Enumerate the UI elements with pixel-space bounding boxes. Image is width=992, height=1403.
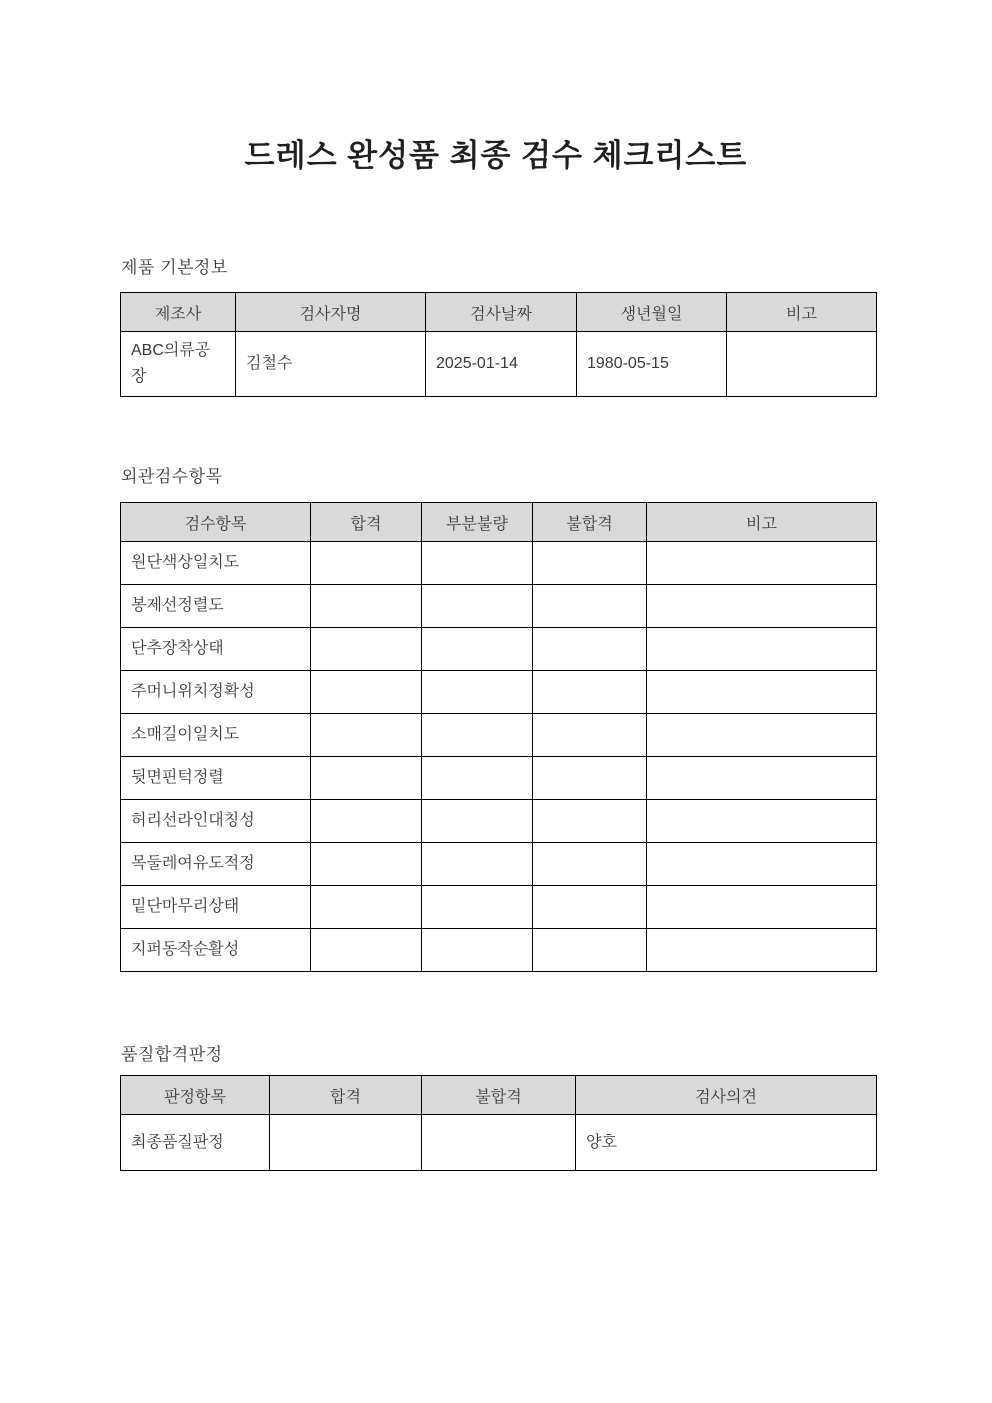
quality-pass-cell	[270, 1115, 422, 1171]
remark-cell	[647, 929, 877, 972]
appearance-row	[121, 757, 877, 800]
appearance-row	[121, 671, 877, 714]
remark-cell	[647, 886, 877, 929]
inspector-opinion-cell: 양호	[576, 1115, 877, 1171]
pass-cell	[311, 671, 422, 714]
fail-cell	[533, 929, 647, 972]
appearance-table	[120, 502, 877, 972]
section-heading-appearance: 외관검수항목	[121, 467, 223, 486]
pass-cell	[311, 585, 422, 628]
item-cell: 허리선라인대칭성	[121, 800, 311, 843]
remark-cell	[647, 628, 877, 671]
remark-cell	[647, 542, 877, 585]
quality-header-row	[121, 1076, 877, 1115]
fail-cell	[533, 843, 647, 886]
partial-defect-cell	[422, 843, 533, 886]
appearance-row	[121, 929, 877, 972]
header-remark: 비고	[647, 503, 877, 542]
pass-cell	[311, 886, 422, 929]
pass-cell	[311, 714, 422, 757]
appearance-row	[121, 585, 877, 628]
pass-cell	[311, 800, 422, 843]
header-note: 비고	[727, 293, 877, 332]
header-birth-date: 생년월일	[577, 293, 727, 332]
fail-cell	[533, 671, 647, 714]
item-cell: 지퍼동작순활성	[121, 929, 311, 972]
pass-cell	[311, 757, 422, 800]
item-cell: 봉제선정렬도	[121, 585, 311, 628]
fail-cell	[533, 585, 647, 628]
appearance-row	[121, 628, 877, 671]
item-cell: 소매길이일치도	[121, 714, 311, 757]
partial-defect-cell	[422, 886, 533, 929]
item-cell: 원단색상일치도	[121, 542, 311, 585]
fail-cell	[533, 886, 647, 929]
fail-cell	[533, 757, 647, 800]
header-inspection-item: 검수항목	[121, 503, 311, 542]
remark-cell	[647, 585, 877, 628]
appearance-row	[121, 714, 877, 757]
partial-defect-cell	[422, 714, 533, 757]
appearance-row	[121, 542, 877, 585]
remark-cell	[647, 714, 877, 757]
partial-defect-cell	[422, 628, 533, 671]
header-pass: 합격	[311, 503, 422, 542]
appearance-row	[121, 843, 877, 886]
item-cell: 밑단마무리상태	[121, 886, 311, 929]
manufacturer-cell: ABC의류공장	[121, 332, 236, 397]
appearance-row	[121, 800, 877, 843]
partial-defect-cell	[422, 757, 533, 800]
fail-cell	[533, 714, 647, 757]
pass-cell	[311, 929, 422, 972]
fail-cell	[533, 800, 647, 843]
pass-cell	[311, 843, 422, 886]
inspection-date-cell: 2025-01-14	[426, 332, 577, 397]
quality-data-row	[121, 1115, 877, 1171]
header-fail: 불합격	[533, 503, 647, 542]
remark-cell	[647, 843, 877, 886]
header-inspector: 검사자명	[236, 293, 426, 332]
header-inspection-date: 검사날짜	[426, 293, 577, 332]
appearance-row	[121, 886, 877, 929]
item-cell: 뒷면핀턱정렬	[121, 757, 311, 800]
partial-defect-cell	[422, 800, 533, 843]
inspector-cell: 김철수	[236, 332, 426, 397]
item-cell: 단추장착상태	[121, 628, 311, 671]
item-cell: 주머니위치정확성	[121, 671, 311, 714]
header-quality-fail: 불합격	[422, 1076, 576, 1115]
header-inspector-opinion: 검사의견	[576, 1076, 877, 1115]
section-heading-product-info: 제품 기본정보	[121, 258, 228, 277]
quality-table	[120, 1075, 877, 1171]
birth-date-cell: 1980-05-15	[577, 332, 727, 397]
fail-cell	[533, 628, 647, 671]
remark-cell	[647, 757, 877, 800]
header-judgment-item: 판정항목	[121, 1076, 270, 1115]
partial-defect-cell	[422, 542, 533, 585]
header-quality-pass: 합격	[270, 1076, 422, 1115]
judgment-item-cell: 최종품질판정	[121, 1115, 270, 1171]
partial-defect-cell	[422, 929, 533, 972]
page-title: 드레스 완성품 최종 검수 체크리스트	[244, 138, 748, 173]
product-info-header-row	[121, 293, 877, 332]
section-heading-quality: 품질합격판정	[121, 1045, 223, 1064]
note-cell	[727, 332, 877, 397]
fail-cell	[533, 542, 647, 585]
remark-cell	[647, 671, 877, 714]
item-cell: 목둘레여유도적정	[121, 843, 311, 886]
partial-defect-cell	[422, 585, 533, 628]
quality-fail-cell	[422, 1115, 576, 1171]
partial-defect-cell	[422, 671, 533, 714]
pass-cell	[311, 628, 422, 671]
remark-cell	[647, 800, 877, 843]
header-manufacturer: 제조사	[121, 293, 236, 332]
product-info-table	[120, 292, 877, 397]
appearance-header-row	[121, 503, 877, 542]
header-partial-defect: 부분불량	[422, 503, 533, 542]
product-info-data-row	[121, 332, 877, 397]
pass-cell	[311, 542, 422, 585]
